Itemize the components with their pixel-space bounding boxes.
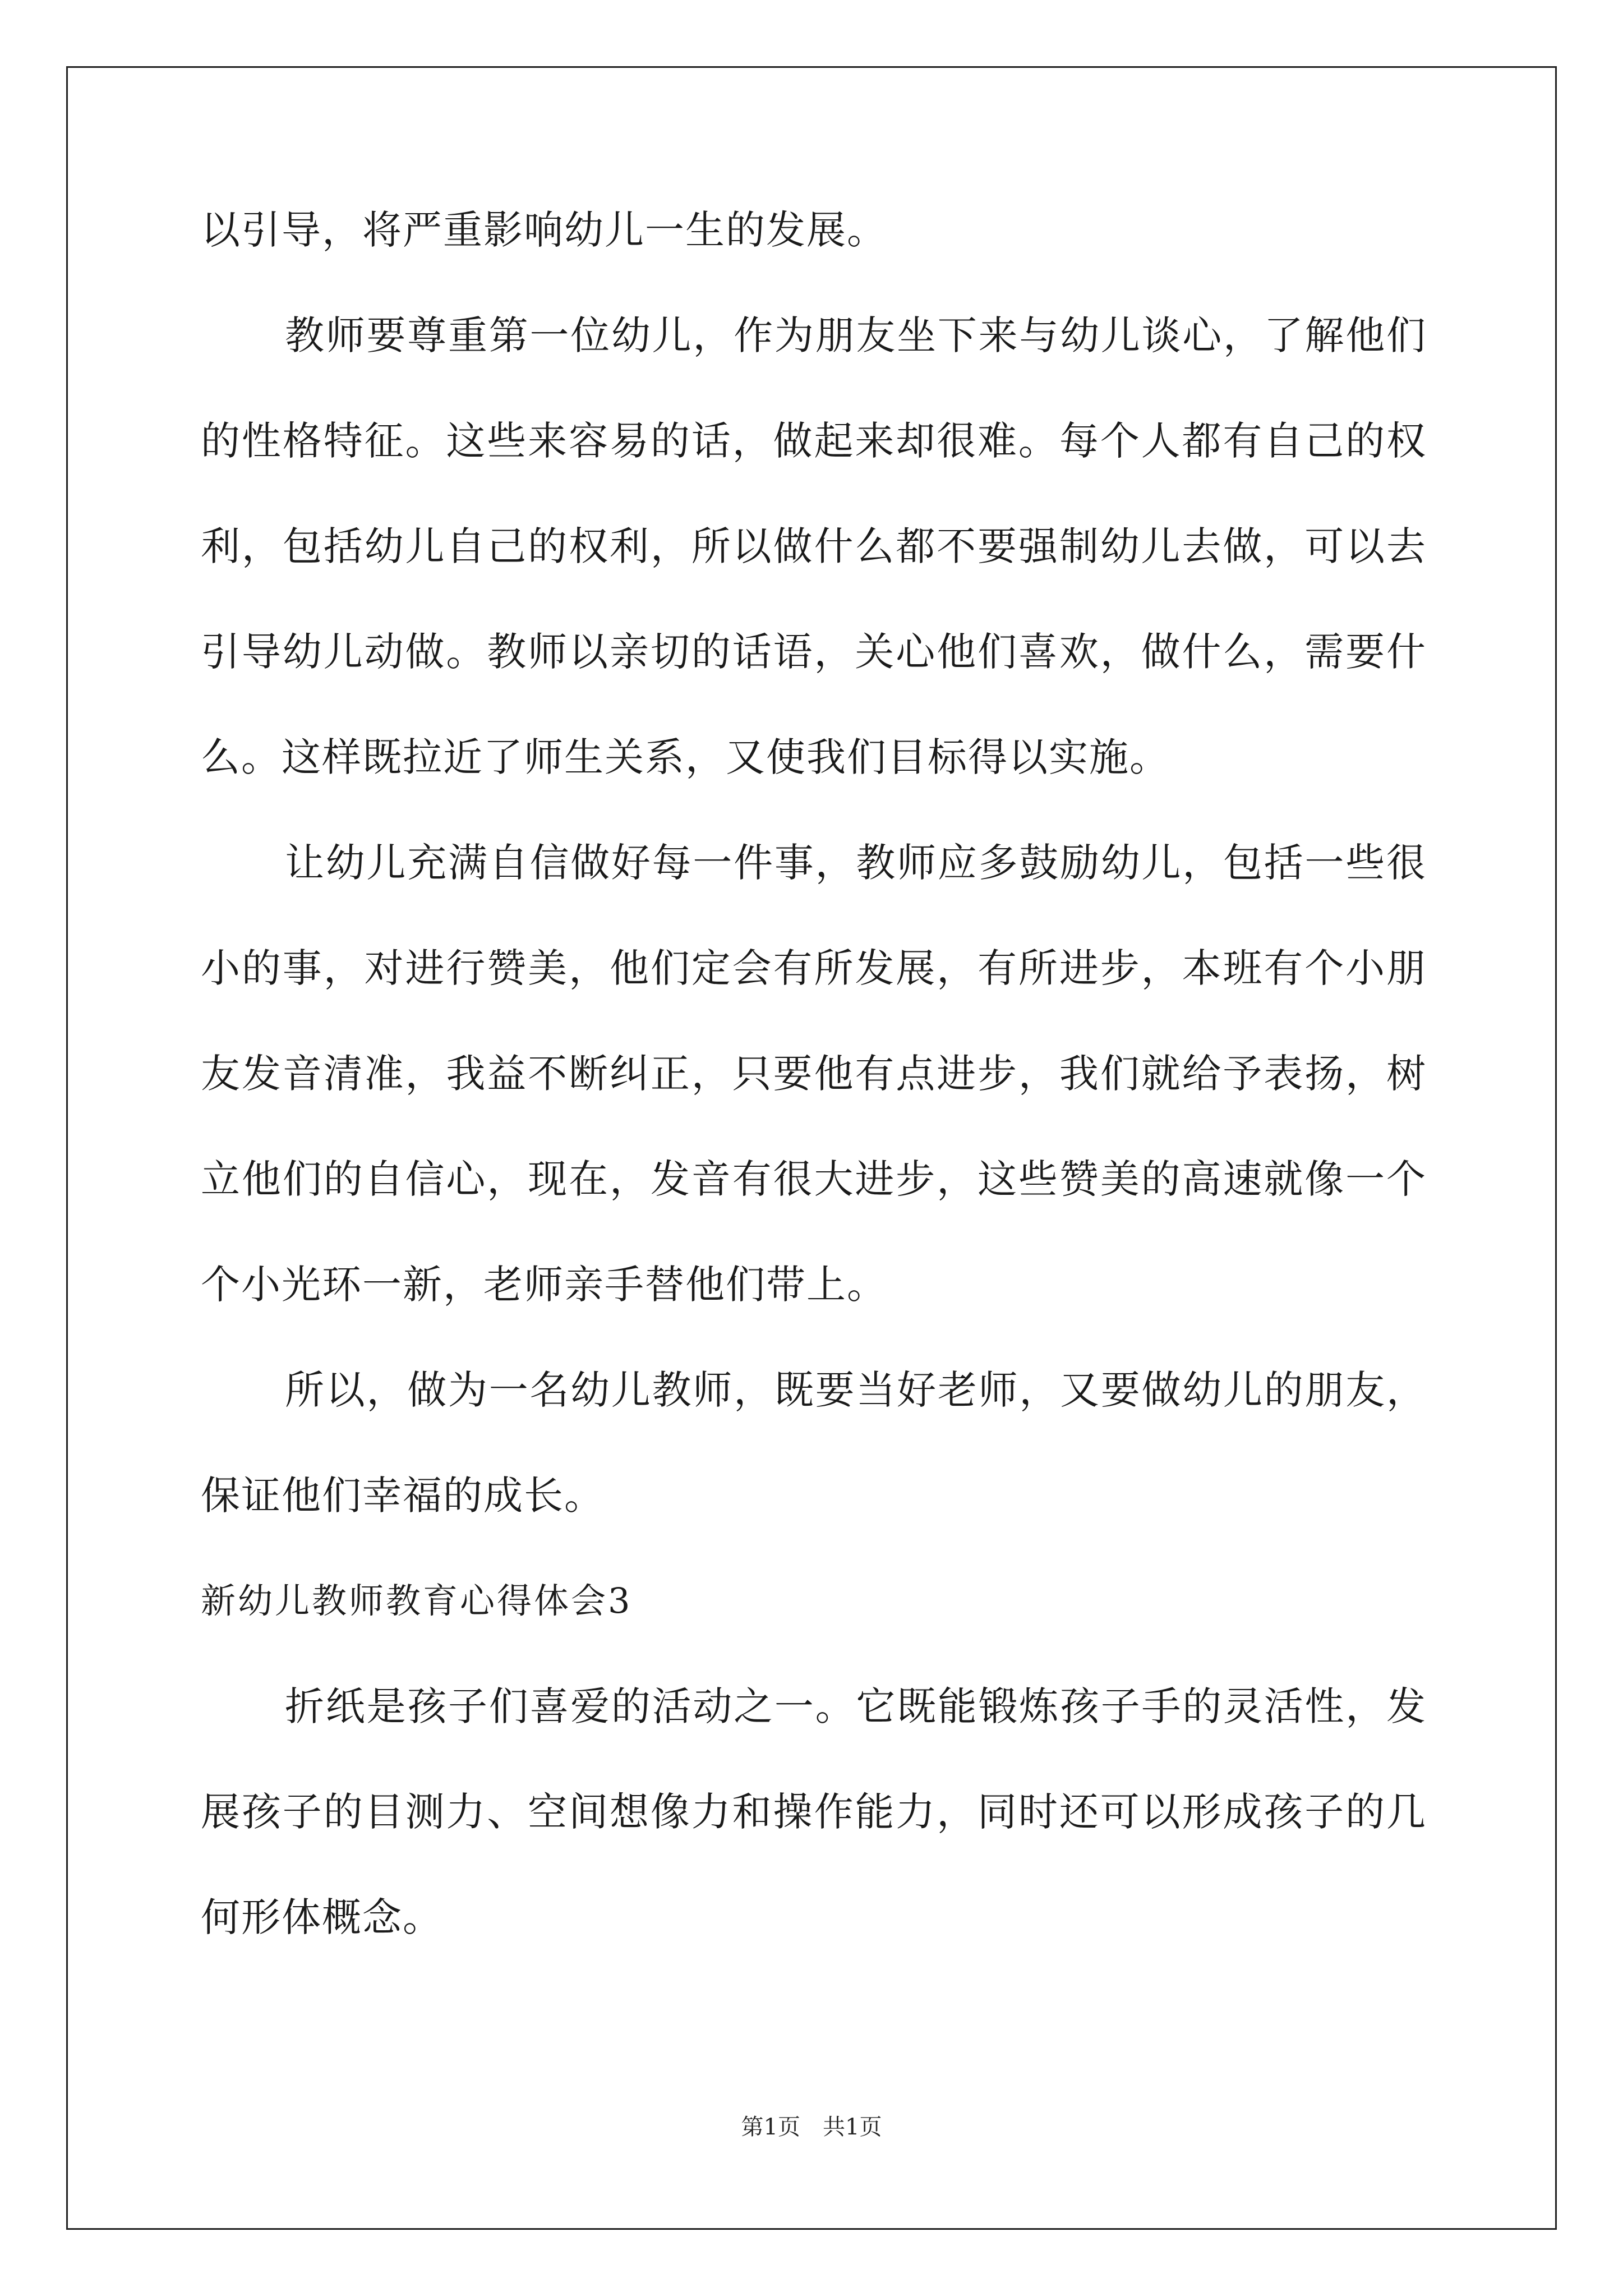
- paragraph-line: 立他们的自信心，现在，发音有很大进步，这些赞美的高速就像一个: [201, 1156, 1427, 1202]
- page-number-footer: 第1页 共1页: [741, 2114, 882, 2140]
- paragraph-line: 友发音清准，我益不断纠正，只要他有点进步，我们就给予表扬，树: [201, 1051, 1427, 1097]
- paragraph-line: 小的事，对进行赞美，他们定会有所发展，有所进步，本班有个小朋: [201, 945, 1427, 991]
- section-heading: 新幼儿教师教育心得体会3: [201, 1580, 633, 1621]
- paragraph-line: 何形体概念。: [201, 1894, 443, 1940]
- paragraph-line: 所以，做为一名幼儿教师，既要当好老师，又要做幼儿的朋友，: [285, 1367, 1427, 1413]
- paragraph-line: 个小光环一新，老师亲手替他们带上。: [201, 1262, 887, 1308]
- paragraph-line: 引导幼儿动做。教师以亲切的话语，关心他们喜欢，做什么，需要什: [201, 629, 1427, 675]
- paragraph-line: 折纸是孩子们喜爱的活动之一。它既能锻炼孩子手的灵活性，发: [285, 1683, 1427, 1729]
- paragraph-line: 保证他们幸福的成长。: [201, 1473, 605, 1519]
- paragraph-line: 展孩子的目测力、空间想像力和操作能力，同时还可以形成孩子的几: [201, 1789, 1427, 1835]
- document-body: [201, 202, 1427, 1995]
- paragraph-line: 的性格特征。这些来容易的话，做起来却很难。每个人都有自己的权: [201, 418, 1427, 464]
- paragraph-line: 教师要尊重第一位幼儿，作为朋友坐下来与幼儿谈心，了解他们: [285, 312, 1427, 358]
- paragraph-line: 利，包括幼儿自己的权利，所以做什么都不要强制幼儿去做，可以去: [201, 523, 1427, 569]
- paragraph-line: 以引导，将严重影响幼儿一生的发展。: [201, 207, 887, 253]
- paragraph-line: 么。这样既拉近了师生关系，又使我们目标得以实施。: [201, 734, 1170, 780]
- paragraph-line: 让幼儿充满自信做好每一件事，教师应多鼓励幼儿，包括一些很: [285, 840, 1427, 886]
